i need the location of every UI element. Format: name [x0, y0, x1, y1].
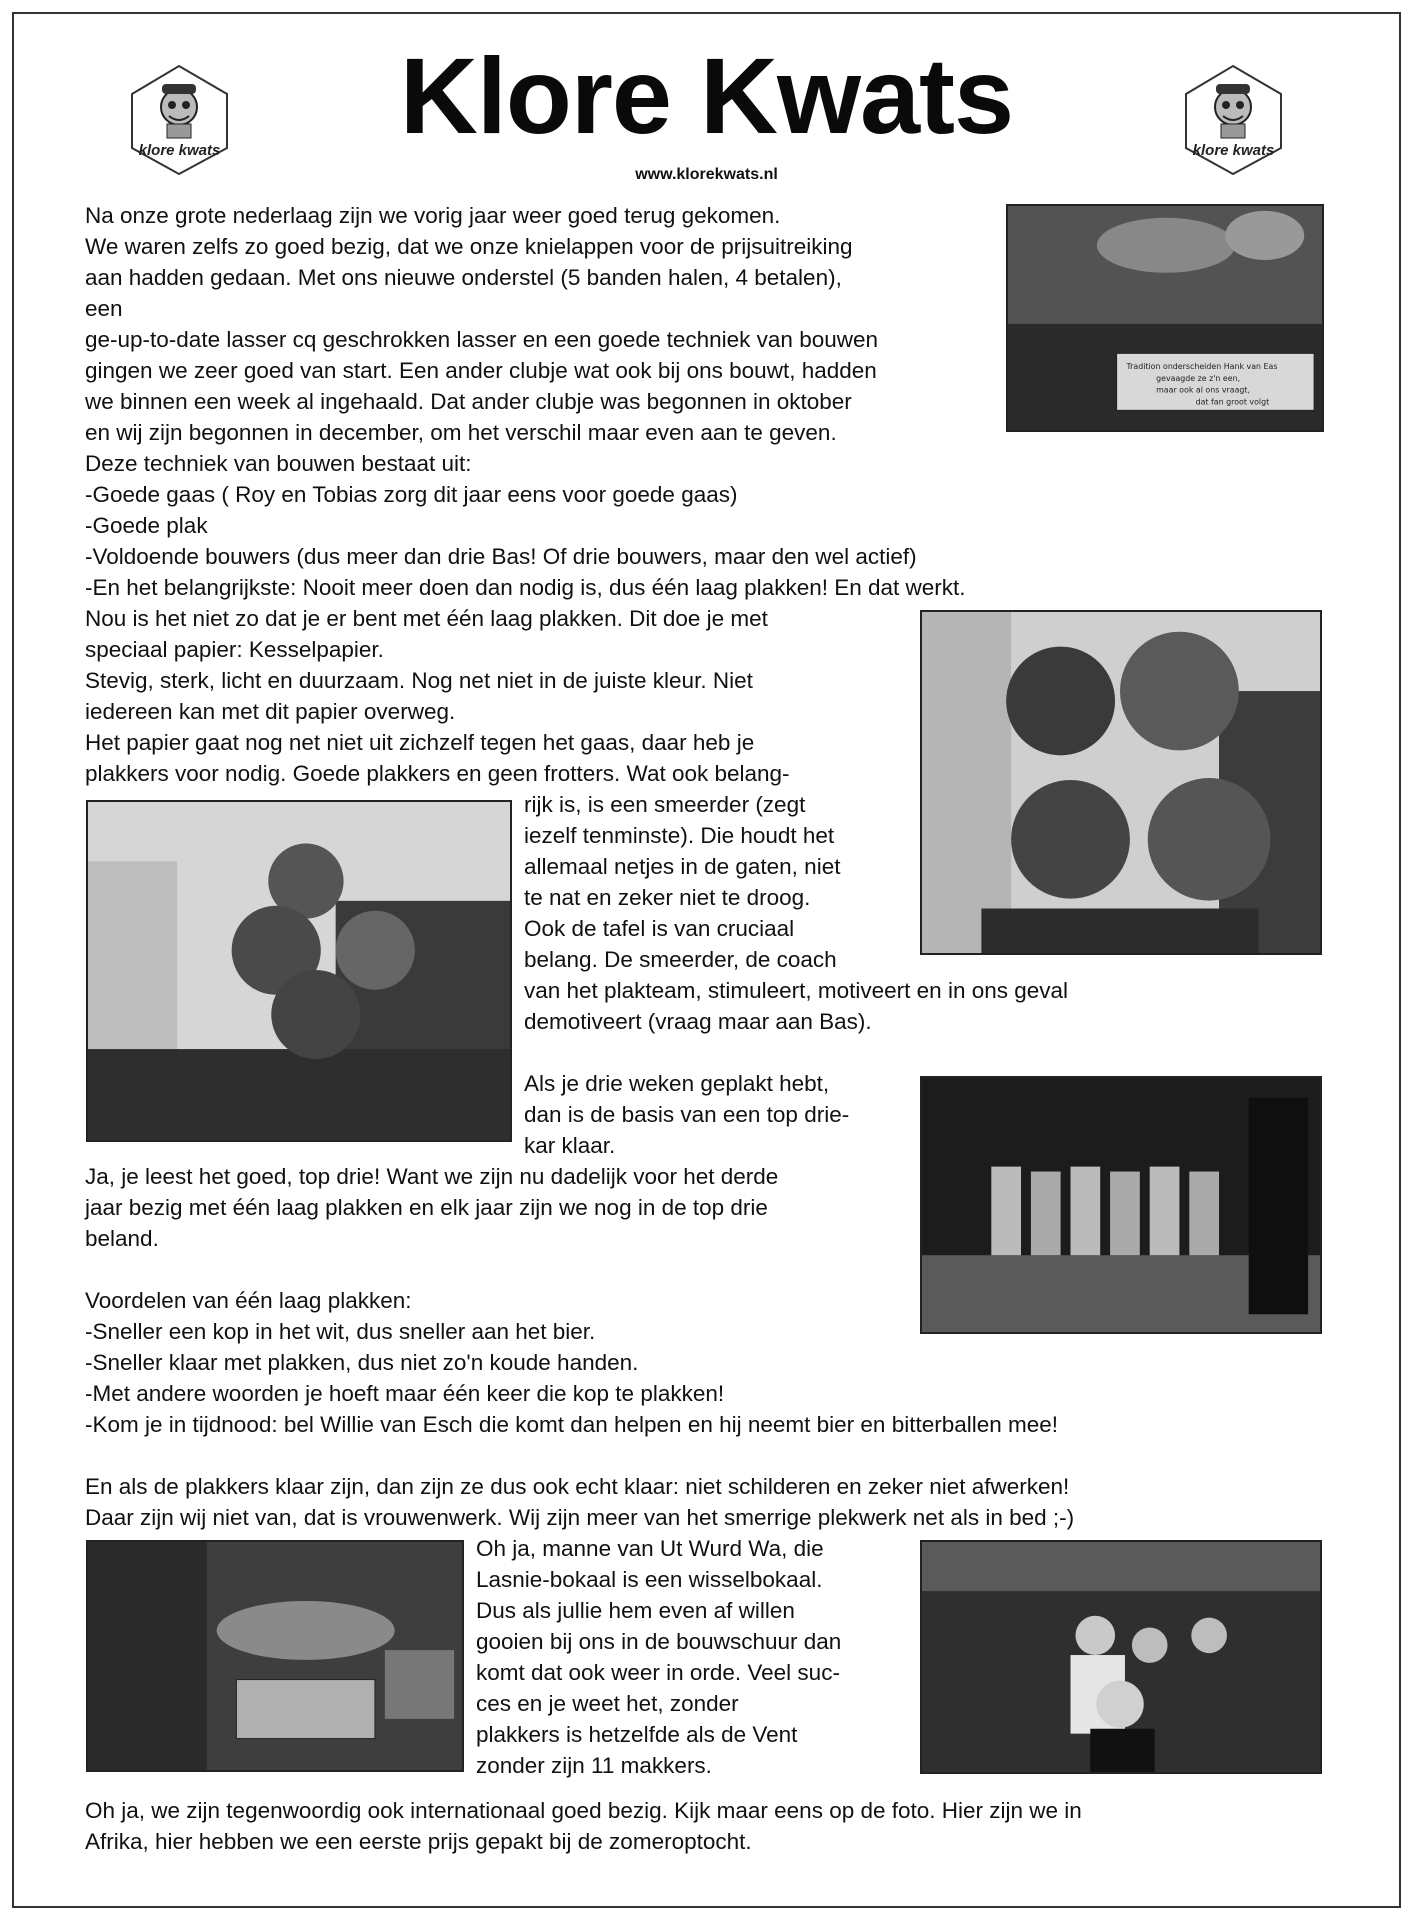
text-line: jaar bezig met één laag plakken en elk jaar zijn we nog in de top drie: [85, 1195, 768, 1220]
text-line: ge-up-to-date lasser cq geschrokken lasser en een goede techniek van bouwen: [85, 327, 879, 352]
photo-group-on-stage: [920, 1076, 1322, 1334]
text-line: een: [85, 296, 123, 321]
text-line: zonder zijn 11 makkers.: [476, 1753, 712, 1778]
text-line: iedereen kan met dit papier overweg.: [85, 699, 456, 724]
text-line: gingen we zeer goed van start. Een ander clubje wat ook bij ons bouwt, hadden: [85, 358, 877, 383]
text-line: demotiveert (vraag maar aan Bas).: [524, 1009, 872, 1034]
photo-float-aerial: [86, 1540, 464, 1772]
text-line: Dus als jullie hem even af willen: [476, 1598, 795, 1623]
text-line: -Sneller klaar met plakken, dus niet zo'n koude handen.: [85, 1350, 639, 1375]
text-line: te nat en zeker niet te droog.: [524, 885, 811, 910]
text-line: Daar zijn wij niet van, dat is vrouwenwerk. Wij zijn meer van het smerrige plekwerk net als in bed ;-): [85, 1505, 1075, 1530]
text-line: -En het belangrijkste: Nooit meer doen dan nodig is, dus één laag plakken! En dat werkt.: [85, 575, 966, 600]
svg-text:maar ook al ons vraagt,: maar ook al ons vraagt,: [1156, 385, 1251, 395]
text-line: Als je drie weken geplakt hebt,: [524, 1071, 830, 1096]
text-line: -Kom je in tijdnood: bel Willie van Esch die komt dan helpen en hij neemt bier en bitterballen mee!: [85, 1412, 1059, 1437]
text-line: allemaal netjes in de gaten, niet: [524, 854, 841, 879]
photo-team-with-trophy: [920, 1540, 1322, 1774]
website-url[interactable]: www.klorekwats.nl: [635, 166, 778, 183]
text-line: kar klaar.: [524, 1133, 616, 1158]
text-line: Na onze grote nederlaag zijn we vorig jaar weer goed terug gekomen.: [85, 203, 781, 228]
text-line: beland.: [85, 1226, 159, 1251]
text-line: Lasnie-bokaal is een wisselbokaal.: [476, 1567, 823, 1592]
text-line: iezelf tenminste). Die houdt het: [524, 823, 835, 848]
text-line: Nou is het niet zo dat je er bent met één laag plakken. Dit doe je met: [85, 606, 768, 631]
text-line: we binnen een week al ingehaald. Dat ander clubje was begonnen in oktober: [85, 389, 852, 414]
svg-text:gevaagde ze z'n een,: gevaagde ze z'n een,: [1156, 373, 1241, 383]
text-line: komt dat ook weer in orde. Veel suc-: [476, 1660, 840, 1685]
text-line: Het papier gaat nog net niet uit zichzelf tegen het gaas, daar heb je: [85, 730, 755, 755]
text-line: dan is de basis van een top drie-: [524, 1102, 850, 1127]
logo-text: klore kwats: [138, 142, 221, 159]
text-line: -Met andere woorden je hoeft maar één keer die kop te plakken!: [85, 1381, 725, 1406]
text-line: Ook de tafel is van cruciaal: [524, 916, 795, 941]
text-line: rijk is, is een smeerder (zegt: [524, 792, 806, 817]
page-title: Klore Kwats: [399, 35, 1014, 156]
text-line: plakkers is hetzelfde als de Vent: [476, 1722, 798, 1747]
logo-text: klore kwats: [1192, 142, 1275, 159]
banner-text: Tradition onderscheiden Hank van Eas: [1126, 362, 1278, 372]
text-line: ces en je weet het, zonder: [476, 1691, 739, 1716]
photo-float-street: [86, 800, 512, 1142]
text-line: Stevig, sterk, licht en duurzaam. Nog net niet in de juiste kleur. Niet: [85, 668, 753, 693]
text-line: gooien bij ons in de bouwschuur dan: [476, 1629, 842, 1654]
text-line: Voordelen van één laag plakken:: [85, 1288, 412, 1313]
text-line: Deze techniek van bouwen bestaat uit:: [85, 451, 472, 476]
text-line: -Goede gaas ( Roy en Tobias zorg dit jaar eens voor goede gaas): [85, 482, 738, 507]
text-line: Oh ja, we zijn tegenwoordig ook internationaal goed bezig. Kijk maar eens op de foto. Hier zijn we in: [85, 1798, 1082, 1823]
text-line: en wij zijn begonnen in december, om het verschil maar even aan te geven.: [85, 420, 837, 445]
text-line: plakkers voor nodig. Goede plakkers en geen frotters. Wat ook belang-: [85, 761, 790, 786]
text-line: Ja, je leest het goed, top drie! Want we zijn nu dadelijk voor het derde: [85, 1164, 779, 1189]
text-line: -Goede plak: [85, 513, 208, 538]
text-line: belang. De smeerder, de coach: [524, 947, 837, 972]
text-line: aan hadden gedaan. Met ons nieuwe onderstel (5 banden halen, 4 betalen),: [85, 265, 842, 290]
text-line: van het plakteam, stimuleert, motiveert en in ons geval: [524, 978, 1069, 1003]
text-line: -Voldoende bouwers (dus meer dan drie Bas! Of drie bouwers, maar den wel actief): [85, 544, 917, 569]
text-line: speciaal papier: Kesselpapier.: [85, 637, 384, 662]
photo-float-faces: [920, 610, 1322, 955]
text-line: We waren zelfs zo goed bezig, dat we onze knielappen voor de prijsuitreiking: [85, 234, 853, 259]
photo-parade-float-banner: [1006, 204, 1324, 432]
text-line: Oh ja, manne van Ut Wurd Wa, die: [476, 1536, 824, 1561]
text-line: En als de plakkers klaar zijn, dan zijn ze dus ook echt klaar: niet schilderen en zeker niet afwerken!: [85, 1474, 1070, 1499]
text-line: Afrika, hier hebben we een eerste prijs gepakt bij de zomeroptocht.: [85, 1829, 752, 1854]
text-line: -Sneller een kop in het wit, dus sneller aan het bier.: [85, 1319, 596, 1344]
svg-text:dat fan groot volgt: dat fan groot volgt: [1195, 397, 1270, 407]
